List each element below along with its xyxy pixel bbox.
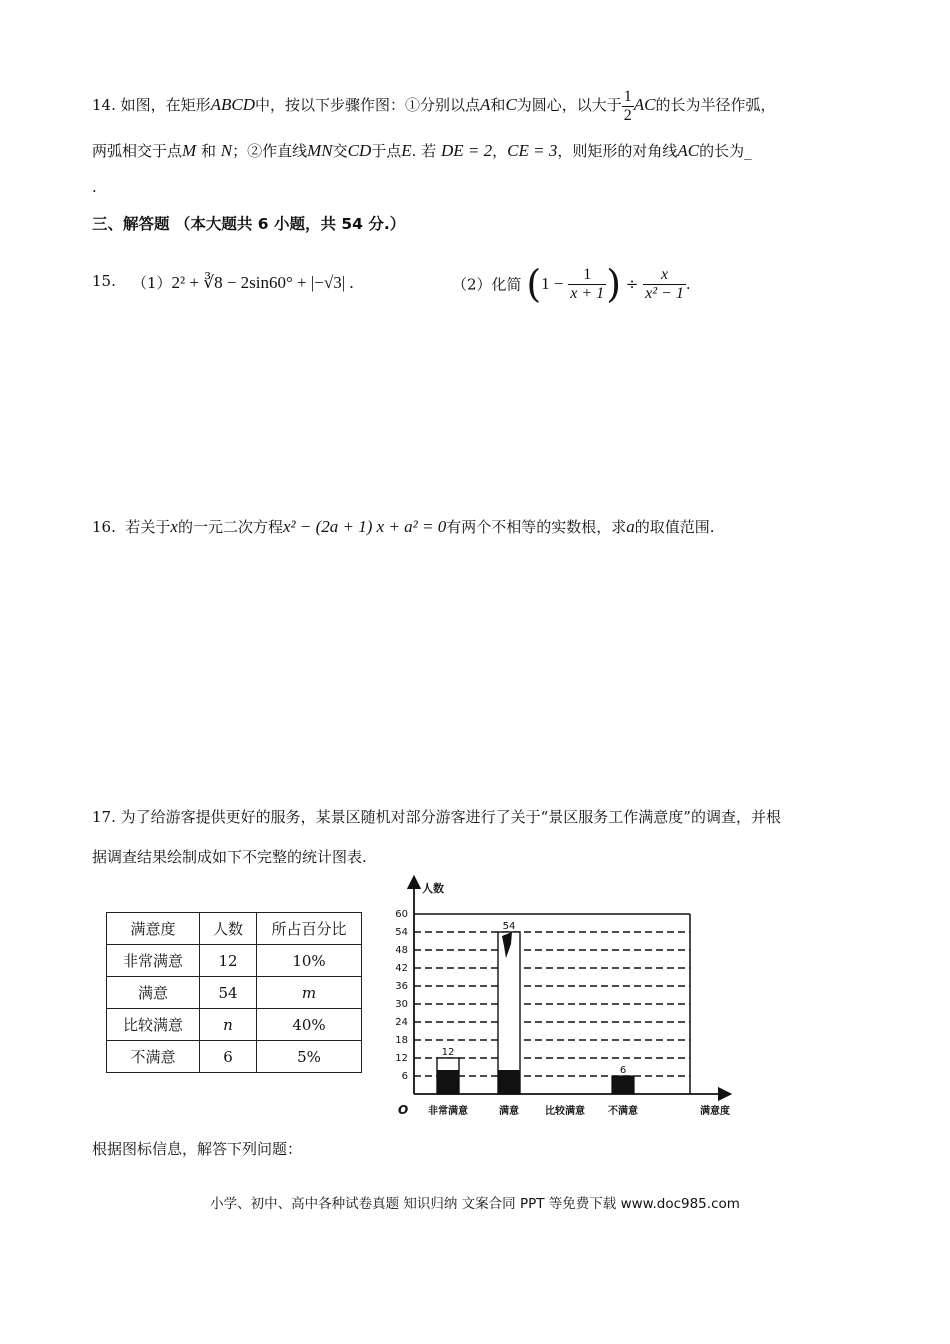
table-cell: 10% xyxy=(257,945,362,977)
y-tick-label: 36 xyxy=(395,981,408,992)
table-row xyxy=(107,977,362,1009)
q15-part2: （2）化简 (1 − $\frac{1}{x + 1}$ ) ÷ $\frac{x}{\text{x² − 1}}$ . xyxy=(452,262,691,306)
y-tick-label: 48 xyxy=(395,945,408,956)
x-tick-label: 非常满意 xyxy=(428,1106,468,1117)
table-cell: n xyxy=(200,1009,257,1041)
q14-line2: 两弧相交于点M 和 N；②作直线MN交CD于点E. 若 DE = 2，CE = 3，则矩形的对角线AC的长为_ xyxy=(92,141,752,160)
q15-part1: （1）2² + ∛8 − 2sin60° + |−√3| . xyxy=(132,273,354,292)
satisfaction-table xyxy=(106,912,362,1073)
q16-equation: x² − (2a + 1) x + a² = 0 xyxy=(282,517,447,536)
x-tick-label: 满意 xyxy=(499,1106,519,1117)
bar-data-label: 6 xyxy=(619,1065,627,1076)
q14-line1: 14. 如图，在矩形ABCD中，按以下步骤作图：①分别以点A和C为圆心，以大于 $\frac{1}{2}$ AC的长为半径作弧， xyxy=(92,88,776,124)
table-header-row xyxy=(107,913,362,945)
q16-line: 16. 若关于x的一元二次方程x² − (2a + 1) x + a² = 0有两个不相等的实数根，求a的取值范围. xyxy=(92,517,715,536)
q15-part1-expr: 2² + ∛8 − 2sin60° + |−√3| . xyxy=(171,273,354,292)
table-header-cell: 所占百分比 xyxy=(257,913,362,945)
chart-bars xyxy=(437,932,634,1094)
bar-fill xyxy=(498,1070,520,1094)
table-cell: 不满意 xyxy=(107,1041,200,1073)
y-tick-label: 18 xyxy=(395,1035,408,1046)
q15-frac2: $\frac{x}{\text{x² − 1}}$ xyxy=(645,265,684,302)
x-tick-label: 不满意 xyxy=(608,1106,638,1117)
q17-line1: 17. 为了给游客提供更好的服务，某景区随机对部分游客进行了关于“景区服务工作满意度”的调查，并根 xyxy=(92,808,781,826)
y-tick-label: 30 xyxy=(395,999,408,1010)
footer-text: 小学、初中、高中各种试卷真题 知识归纳 文案合同 PPT 等免费下载 www.doc985.com xyxy=(210,1196,740,1212)
table-cell: 12 xyxy=(200,945,257,977)
half-fraction: $\frac{1}{2}$ xyxy=(623,88,632,124)
satisfaction-bar-chart xyxy=(380,874,750,1124)
bar xyxy=(498,932,520,1094)
y-tick-label: 42 xyxy=(395,963,408,974)
y-axis-label: 人数 xyxy=(422,882,444,895)
y-tick-label: 24 xyxy=(395,1017,408,1028)
x-axis-label: 满意度 xyxy=(700,1106,730,1117)
origin-label: O xyxy=(398,1103,409,1117)
table-cell: 6 xyxy=(200,1041,257,1073)
table-cell: m xyxy=(257,977,362,1009)
bar xyxy=(612,1076,634,1094)
q14-line3: . xyxy=(92,178,97,196)
x-tick-label: 比较满意 xyxy=(545,1106,585,1117)
q15-frac1: $\frac{1}{x + 1}$ xyxy=(570,265,605,302)
q17-line2: 据调查结果绘制成如下不完整的统计图表. xyxy=(92,848,367,866)
section-heading: 三、解答题 （本大题共 6 小题，共 54 分.） xyxy=(92,215,406,233)
table-header-cell: 满意度 xyxy=(107,913,200,945)
q17-after: 根据图标信息，解答下列问题： xyxy=(92,1140,303,1158)
table-cell: 5% xyxy=(257,1041,362,1073)
y-tick-label: 60 xyxy=(395,909,408,920)
table-row xyxy=(107,945,362,977)
bar-fill xyxy=(437,1070,459,1094)
y-tick-label: 6 xyxy=(401,1071,408,1082)
y-tick-label: 12 xyxy=(395,1053,408,1064)
table-cell: 54 xyxy=(200,977,257,1009)
table-cell: 满意 xyxy=(107,977,200,1009)
table-row xyxy=(107,1009,362,1041)
q15-number: 15. xyxy=(92,272,116,290)
bar-data-label: 54 xyxy=(502,921,516,932)
table-header-cell: 人数 xyxy=(200,913,257,945)
y-tick-label: 54 xyxy=(395,927,408,938)
table-cell: 比较满意 xyxy=(107,1009,200,1041)
table-cell: 非常满意 xyxy=(107,945,200,977)
table-row xyxy=(107,1041,362,1073)
rect-name: ABCD xyxy=(210,95,256,115)
bar-data-label: 12 xyxy=(441,1047,455,1058)
table-cell: 40% xyxy=(257,1009,362,1041)
